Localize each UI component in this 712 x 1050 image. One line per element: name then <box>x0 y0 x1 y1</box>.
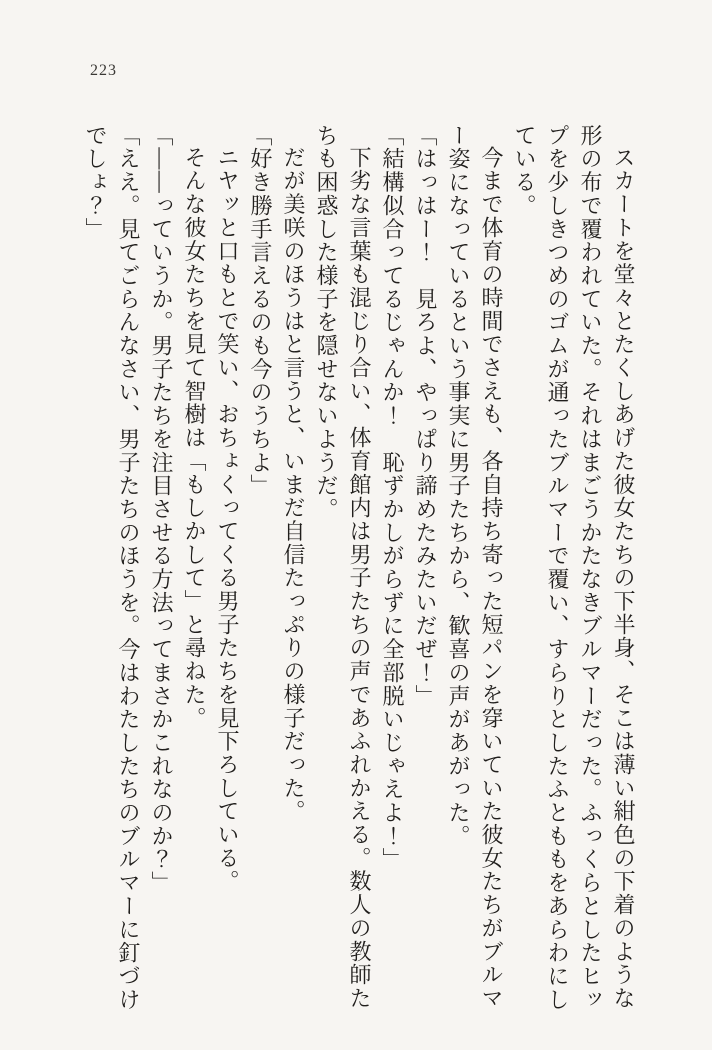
paragraph: だが美咲のほうはと言うと、いまだ自信たっぷりの様子だった。 <box>281 146 306 824</box>
text-block <box>70 124 640 1016</box>
paragraph: 「――っていうか。男子たちを注目させる方法ってまさかこれなのか？」 <box>149 124 174 895</box>
paragraph: 「好き勝手言えるのも今のうちよ」 <box>248 124 273 498</box>
paragraph: ニヤッと口もとで笑い、おちょくってくる男子たちを見下ろしている。 <box>215 146 240 894</box>
paragraph: 今まで体育の時間でさえも、各自持ち寄った短パンを穿いていた彼女たちがブルマー姿になっているという事実に男子たちから、歓喜の声があがった。 <box>446 124 504 1010</box>
paragraph: 「はっはー！ 見ろよ、やっぱり諦めたみたいだぜ！」 <box>413 124 438 708</box>
paragraph: 下劣な言葉も混じり合い、体育館内は男子たちの声であふれかえる。数人の教師たちも困惑した様子を隠せないようだ。 <box>314 124 372 1010</box>
paragraph: スカートを堂々とたくしあげた彼女たちの下半身、そこは薄い紺色の下着のような形の布で覆われていた。それはまごうかたなきブルマーだった。ふっくらとしたヒップを少しきつめのゴムが通ったブルマーで覆い、すらりとしたふとももをあらわにしている。 <box>512 124 636 1012</box>
page-number: 223 <box>90 62 117 79</box>
paragraph: そんな彼女たちを見て智樹は「もしかして」と尋ねた。 <box>182 146 207 730</box>
paragraph: 「結構似合ってるじゃんか！ 恥ずかしがらずに全部脱いじゃえよ！」 <box>380 124 405 872</box>
paragraph: 「ええ。見てごらんなさい、男子たちのほうを。今はわたしたちのブルマーに釘づけでしょ？」 <box>83 124 141 1012</box>
